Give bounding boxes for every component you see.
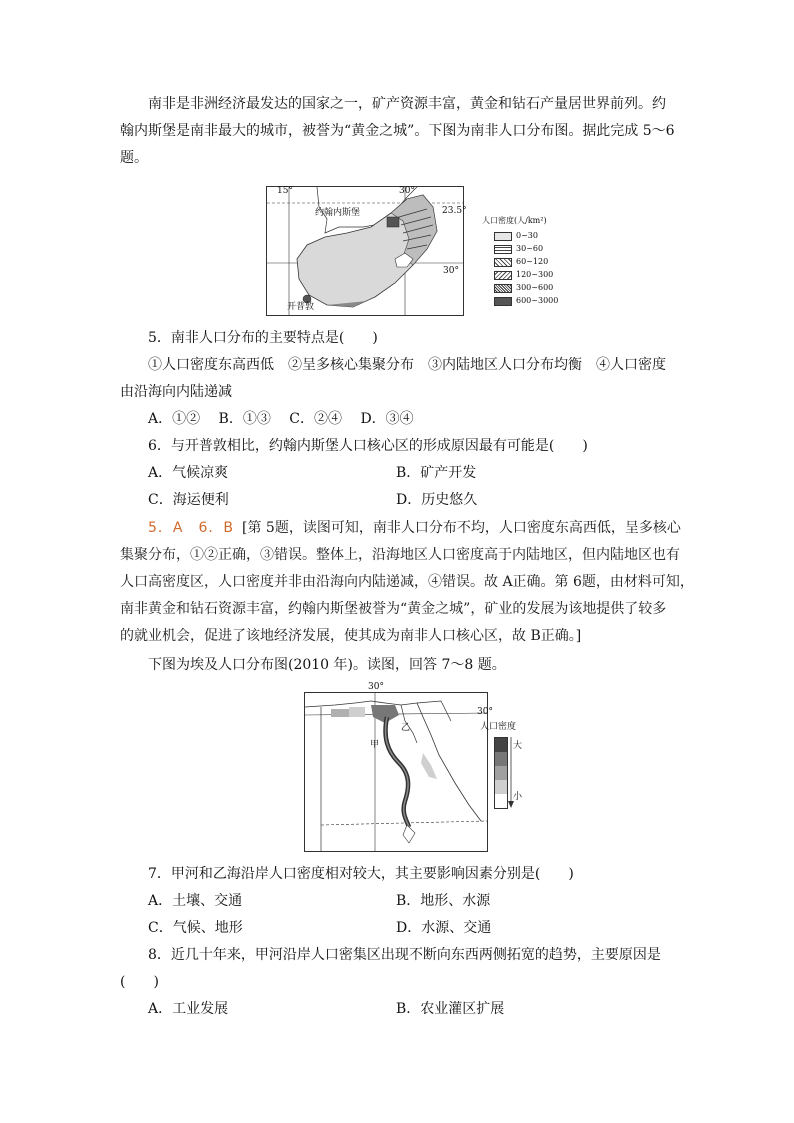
legend-swatch-4	[494, 271, 512, 280]
question-6-option-c: C．海运便利	[148, 492, 229, 508]
intro-line-2: 翰内斯堡是南非最大的城市，被誉为“黄金之城”。下图为南非人口分布图。据此完成 5～6	[120, 123, 675, 139]
river-jia-label: 甲	[370, 740, 380, 750]
legend-label-3: 60~120	[516, 257, 549, 266]
legend-title: 人口密度(人/km²)	[482, 216, 547, 225]
latitude-23-5-label: 23.5°	[442, 206, 467, 216]
question-5-stem: 5．南非人口分布的主要特点是( )	[148, 330, 378, 346]
legend-label-4: 120~300	[516, 270, 554, 279]
legend-row-5	[494, 283, 553, 293]
question-8-paren: ( )	[120, 974, 159, 990]
question-6-option-d: D．历史悠久	[396, 492, 478, 508]
latitude-30-label: 30°	[443, 266, 459, 276]
question-6-stem: 6．与开普敦相比，约翰内斯堡人口核心区的形成原因最有可能是( )	[148, 438, 588, 454]
legend-swatch-5	[494, 284, 512, 293]
intro-line-1: 南非是非洲经济最发达的国家之一，矿产资源丰富，黄金和钻石产量居世界前列。约	[148, 96, 666, 112]
question-7-option-a: A．土壤、交通	[148, 893, 243, 909]
density-level-4	[495, 780, 507, 794]
legend-row-6	[494, 296, 558, 306]
answer-5-6-line-4: 南非黄金和钻石资源丰富，约翰内斯堡被誉为“黄金之城”，矿业的发展为该地提供了较多	[120, 601, 667, 617]
density-low-label: 小	[513, 792, 523, 802]
longitude-30-label: 30°	[399, 186, 415, 196]
intro-line-3: 题。	[120, 150, 148, 166]
legend-label-5: 300~600	[516, 283, 554, 292]
egypt-legend-title: 人口密度	[480, 722, 517, 732]
question-8-option-a: A．工业发展	[148, 1001, 229, 1017]
intro-egypt: 下图为埃及人口分布图(2010 年)。读图，回答 7～8 题。	[148, 657, 506, 673]
density-level-5	[495, 794, 507, 808]
legend-row-2	[494, 244, 543, 254]
answer-5-6-key: 5．A 6．B	[148, 520, 234, 536]
johannesburg-label: 约翰内斯堡	[315, 208, 361, 218]
egypt-population-map	[304, 682, 488, 852]
egypt-map-graphic	[305, 693, 487, 851]
legend-swatch-1	[494, 232, 512, 241]
legend-row-4	[494, 270, 553, 280]
legend-label-1: 0~30	[516, 231, 538, 240]
question-5-options-line-1: ①人口密度东高西低 ②呈多核心集聚分布 ③内陆地区人口分布均衡 ④人口密度	[148, 357, 666, 373]
sea-yi-label: 乙	[401, 723, 411, 733]
question-7-option-d: D．水源、交通	[396, 920, 492, 936]
legend-swatch-6	[494, 297, 512, 306]
question-6-option-a: A．气候凉爽	[148, 465, 229, 481]
answer-5-6-text-1: [第 5题，读图可知，南非人口分布不均，人口密度东高西低，呈多核心	[242, 520, 681, 536]
south-africa-map-graphic	[267, 187, 463, 315]
question-7-stem: 7．甲河和乙海沿岸人口密度相对较大，其主要影响因素分别是( )	[148, 866, 574, 882]
density-level-1	[495, 738, 507, 752]
legend-row-3	[494, 257, 548, 267]
question-5-options-line-2: 由沿海向内陆递减	[120, 384, 232, 400]
question-8-option-b: B．农业灌区扩展	[396, 1001, 505, 1017]
density-high-label: 大	[513, 741, 523, 751]
answer-5-6-line-1	[148, 518, 681, 538]
egypt-longitude-30-label: 30°	[368, 682, 384, 692]
question-7-option-b: B．地形、水源	[396, 893, 491, 909]
answer-5-6-line-3: 人口高密度区，人口密度并非由沿海向内陆递减，④错误。故 A正确。第 6题，由材料可知，	[120, 574, 694, 590]
south-africa-population-map	[266, 186, 467, 316]
question-5-choices: A．①② B．①③ C．②④ D．③④	[148, 411, 414, 427]
density-level-2	[495, 752, 507, 766]
density-scale-bar	[494, 737, 508, 809]
question-8-stem: 8．近几十年来，甲河沿岸人口密集区出现不断向东西两侧拓宽的趋势，主要原因是	[148, 947, 661, 963]
longitude-15-label: 15°	[277, 186, 293, 196]
legend-row-1	[494, 231, 538, 241]
density-level-3	[495, 766, 507, 780]
cape-town-label: 开普敦	[287, 302, 315, 312]
legend-swatch-2	[494, 245, 512, 254]
legend-swatch-3	[494, 258, 512, 267]
answer-5-6-line-2: 集聚分布，①②正确，③错误。整体上，沿海地区人口密度高于内陆地区，但内陆地区也有	[120, 547, 680, 563]
question-6-option-b: B．矿产开发	[396, 465, 477, 481]
legend-label-6: 600~3000	[516, 296, 559, 305]
question-7-option-c: C．气候、地形	[148, 920, 243, 936]
egypt-latitude-30-label: 30°	[477, 707, 493, 717]
legend-label-2: 30~60	[516, 244, 544, 253]
answer-5-6-line-5: 的就业机会，促进了该地经济发展，使其成为南非人口核心区，故 B正确。]	[120, 628, 582, 644]
